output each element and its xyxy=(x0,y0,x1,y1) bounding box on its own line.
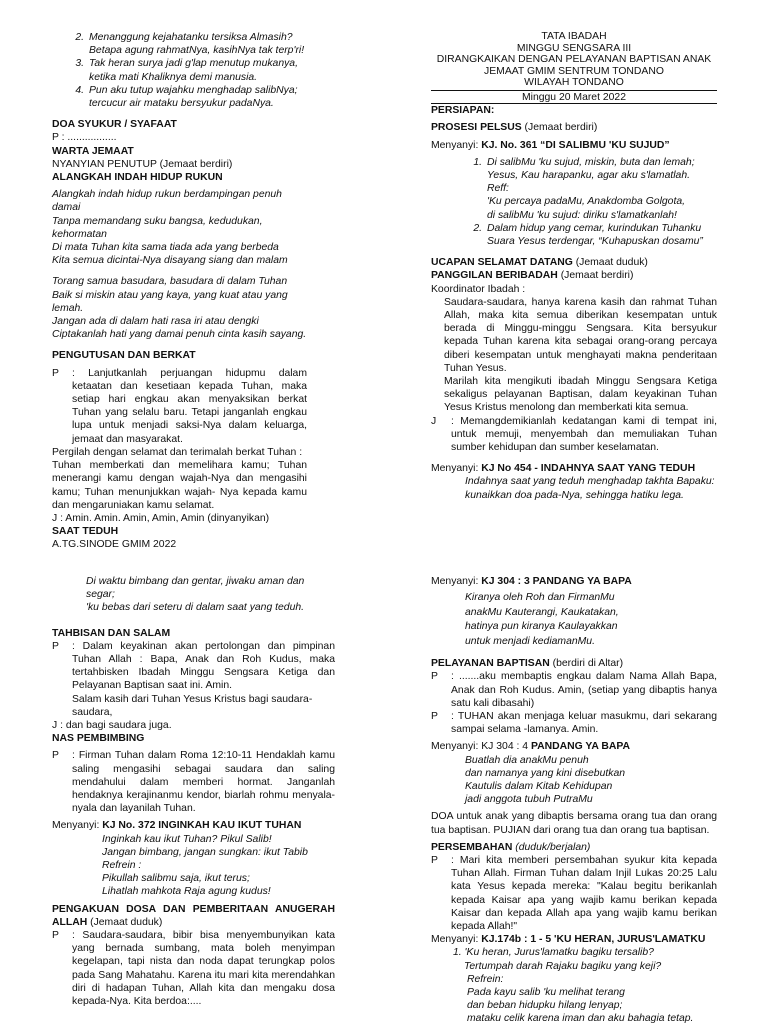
lyric-line: Refrein: xyxy=(467,973,504,985)
column-top-left xyxy=(52,31,307,552)
hymn-title: KJ No 454 - INDAHNYA SAAT YANG TEDUH xyxy=(481,463,696,475)
section-line xyxy=(431,269,717,282)
lyric-line: hatinya pun kiranya Kaulayakkan xyxy=(465,621,618,633)
liturgy-line: P : Mari kita memberi persembahan syukur kita kepada Tuhan Allah. Firman Tuhan dalam Injil Lukas 20:25 Lalu kata Yesus kepada mereka: "Kalau begitu berikanlah kepada Kaisar apa yang wajib kamu berikan kepada Kaisar dan kepada Allah apa yang wajib kamu berikan kepada Allah!" xyxy=(431,855,717,933)
body-text: DOA untuk anak yang dibaptis bersama orang tua dan orang tua baptisan. PUJIAN dari orang tua dan orang tua baptisan. xyxy=(431,811,717,836)
section-heading: PENGUTUSAN DAN BERKAT xyxy=(52,350,196,362)
body-text: : .......aku membaptis engkau dalam Nama Allah Bapa, Anak dan Roh Kudus. Amin, (setiap yang dibaptis hanya satu kali dibasahi) xyxy=(451,671,717,709)
menyanyi-label: Menyanyi: xyxy=(431,463,482,475)
lyric-line: tercucur air mataku bersyukur padaNya. xyxy=(89,98,274,110)
lyric-line: Baik si miskin atau yang kaya, yang kuat atau yang lemah. xyxy=(52,289,288,314)
section-heading: UCAPAN SELAMAT DATANG xyxy=(431,257,573,269)
hymn-line xyxy=(431,139,717,152)
service-date: Minggu 20 Maret 2022 xyxy=(522,91,626,103)
lyric-line: anakMu Kauterangi, Kaukatakan, xyxy=(465,606,619,618)
section-line xyxy=(52,903,335,929)
lyric-line: Pun aku tutup wajahku menghadap salibNya; xyxy=(89,84,298,96)
verse-number: 4. xyxy=(75,84,84,96)
section-line xyxy=(431,121,717,134)
hymn-title: KJ.174b : 1 - 5 'KU HERAN, JURUS'LAMATKU xyxy=(481,934,706,946)
hymn-number: KJ 304 : 4 xyxy=(481,741,531,753)
lyric-line: dan beban hidupku hilang lenyap; xyxy=(467,1000,623,1012)
hymn-title: PANDANG YA BAPA xyxy=(530,741,631,753)
section-heading: DOA SYUKUR / SYAFAAT xyxy=(52,119,177,131)
lyric-line: Kita semua dicintai-Nya disayang siang dan malam xyxy=(52,255,288,267)
liturgy-line: P : .......aku membaptis engkau dalam Nama Allah Bapa, Anak dan Roh Kudus. Amin, (setiap yang dibaptis hanya satu kali dibasahi) xyxy=(431,671,717,709)
hymn-verse xyxy=(431,946,717,1025)
body-text: : TUHAN akan menjaga keluar masukmu, dari sekarang sampai selama -lamanya. Amin. xyxy=(451,711,717,736)
section-heading: PENGAKUAN DOSA DAN PEMBERITAAN ANUGERAH ALLAH xyxy=(52,903,335,928)
lyric-line: Reff: xyxy=(487,183,509,195)
header-line: MINGGU SENGSARA III xyxy=(516,42,632,54)
section-heading: NAS PEMBIMBING xyxy=(52,733,145,745)
hymn-verse xyxy=(431,475,717,501)
column-bottom-left xyxy=(52,575,335,1008)
section-line xyxy=(431,841,717,854)
hymn-line xyxy=(431,575,717,588)
hymn-verse xyxy=(431,754,717,807)
hymn-verse xyxy=(431,591,717,649)
lyric-line: Ciptakanlah hati yang damai penuh cinta kasih sayang. xyxy=(52,329,307,341)
header-line: DIRANGKAIKAN DENGAN PELAYANAN BAPTISAN ANAK xyxy=(436,54,712,66)
header-line: TATA IBADAH xyxy=(541,31,607,42)
lyric-line: Alangkah indah hidup rukun berdampingan penuh damai xyxy=(52,189,282,214)
section-heading: WARTA JEMAAT xyxy=(52,145,134,157)
hymn-line xyxy=(52,819,335,832)
lyric-line: Refrein : xyxy=(102,860,142,872)
section-note: (Jemaat berdiri) xyxy=(521,122,598,134)
footer-text: A.TG.SINODE GMIM 2022 xyxy=(52,539,177,551)
body-text: : Memangdemikianlah kedatangan kami di tempat ini, untuk memuji, menyembah dan memuliakan Tuhan sumber kehidupan dan sumber keselamatan. xyxy=(451,415,717,454)
lyric-line: Indahnya saat yang teduh menghadap takhta Bapaku: xyxy=(465,476,715,488)
lyric-line: Suara Yesus terdengar, “Kuhapuskan dosamu” xyxy=(487,236,703,247)
song-stanza xyxy=(52,188,307,267)
body-text: Koordinator Ibadah : xyxy=(431,283,526,295)
lyric-line: Kautulis dalam Kitab Kehidupan xyxy=(465,781,613,793)
hymn-verse xyxy=(52,833,335,899)
body-text: : Saudara-saudara, bibir bisa menyembunyikan kata yang bernada sumbang, mata boleh menyimpan kegelapan, tapi nista dan noda dapat terungkap polos pada Sang Mahatahu. Karena itu mari kita merendahkan diri di hadapan Tuhan, Allah kita dan mengaku dosa kepada-Nya. Kita berdoa:.... xyxy=(72,930,335,1008)
liturgy-line: P : Dalam keyakinan akan pertolongan dan pimpinan Tuhan Allah : Bapa, Anak dan Roh Kudus, maka tertahbisken Ibadah Minggu Sengsara Ketiga dan Pelayanan Baptisan saat ini. Amin. xyxy=(52,640,335,692)
header-line: WILAYAH TONDANO xyxy=(524,77,624,89)
lyric-line: Jangan bimbang, jangan sungkan: ikut Tabib xyxy=(102,846,308,858)
lyric-line: Di salibMu 'ku sujud, miskin, buta dan lemah; xyxy=(487,156,695,168)
section-heading: PERSEMBAHAN xyxy=(431,841,513,853)
lyric-line: Pada kayu salib 'ku melihat terang xyxy=(467,987,625,999)
lyric-line: Lihatlah mahkota Raja agung kudus! xyxy=(102,886,271,898)
hymn-line xyxy=(431,462,717,475)
lyric-line: Buatlah dia anakMu penuh xyxy=(465,754,589,766)
lyric-line: Yesus, Kau harapanku, agar aku s'lamatlah. xyxy=(487,169,690,181)
speaker-label: P xyxy=(52,367,59,379)
document-header xyxy=(431,31,717,89)
section-heading: TAHBISAN DAN SALAM xyxy=(52,627,171,639)
hymn-title: KJ 304 : 3 PANDANG YA BAPA xyxy=(481,576,632,587)
section-heading: PERSIAPAN: xyxy=(431,105,495,117)
liturgy-line: P : Firman Tuhan dalam Roma 12:10-11 Hendaklah kamu saling mengasihi sebagai saudara dan saling mendahului dalam memberi hormat. Janganlah hendaknya kerajinanmu kendor, biarlah rohmu menyala-nyala dan layanilah Tuhan. xyxy=(52,750,335,815)
body-text: J : Amin. Amin. Amin, Amin, Amin (dinyanyikan) xyxy=(52,512,270,524)
hymn-line xyxy=(431,740,717,753)
song-verse xyxy=(66,31,307,57)
section-heading: PELAYANAN BAPTISAN xyxy=(431,658,550,670)
body-text: Pergilah dengan selamat dan terimalah berkat Tuhan : xyxy=(52,446,303,458)
section-note: (Jemaat duduk) xyxy=(572,257,648,269)
lyric-line: Tak heran surya jadi g'lap menutup mukanya, xyxy=(89,58,298,70)
section-heading: PANGGILAN BERIBADAH xyxy=(431,270,558,282)
menyanyi-label: Menyanyi: xyxy=(431,934,482,946)
section-note: (Jemaat berdiri) xyxy=(557,270,634,282)
speaker-label: J xyxy=(431,415,437,427)
body-text: : Dalam keyakinan akan pertolongan dan pimpinan Tuhan Allah : Bapa, Anak dan Roh Kudus, maka tertahbisken Ibadah Minggu Sengsara Ketiga dan Pelayanan Baptisan saat ini. Amin. xyxy=(72,640,335,692)
column-bottom-right xyxy=(431,575,717,1026)
song-continuation xyxy=(66,31,307,110)
lyric-line: Betapa agung rahmatNya, kasihNya tak terp'ri! xyxy=(89,45,305,57)
section-note: (duduk/berjalan) xyxy=(512,841,591,853)
header-line: JEMAAT GMIM SENTRUM TONDANO xyxy=(484,65,664,77)
section-heading: PROSESI PELSUS xyxy=(431,122,522,134)
lyric-line: di salibMu 'ku sujud: diriku s'lamatkanlah! xyxy=(487,209,677,221)
section-line xyxy=(431,256,717,269)
lyric-line: mataku celik karena iman dan aku bahagia tetap. xyxy=(467,1013,694,1025)
liturgy-line: P : Saudara-saudara, bibir bisa menyembunyikan kata yang bernada sumbang, mata boleh menyimpan kegelapan, tapi nista dan noda dapat terungkap polos pada Sang Mahatahu. Karena itu mari kita merendahkan diri di hadapan Tuhan, Allah kita dan mengaku dosa kepada-Nya. Kita berdoa:.... xyxy=(52,930,335,1008)
lyric-line: Tanpa memandang suku bangsa, kedudukan, kehormatan xyxy=(52,215,263,240)
lyric-line: Menanggung kejahatanku tersiksa Almasih? xyxy=(89,32,293,43)
section-heading: SAAT TEDUH xyxy=(52,526,119,538)
lyric-line: untuk menjadi kediamanMu. xyxy=(465,635,595,647)
liturgy-line: P : TUHAN akan menjaga keluar masukmu, dari sekarang sampai selama -lamanya. Amin. xyxy=(431,711,717,736)
body-text: Saudara-saudara, hanya karena kasih dan rahmat Tuhan Allah, maka kita semua diberikan kesempatan untuk berada di Minggu-minggu Sengsara. Kita bersyukur kepada Tuhan karena kita sebagai orang-orang percaya diberi kesempatan untuk menghayati makna penderitaan Tuhan Yesus. xyxy=(444,296,717,374)
song-verse xyxy=(66,57,307,83)
body-text: NYANYIAN PENUTUP (Jemaat berdiri) xyxy=(52,158,233,170)
hymn-title: KJ No. 372 INGINKAH KAU IKUT TUHAN xyxy=(102,820,302,832)
section-note: (Jemaat duduk) xyxy=(87,916,163,928)
lyric-line: Pikullah salibmu saja, ikut terus; xyxy=(102,873,250,885)
lyric-line: Kiranya oleh Roh dan FirmanMu xyxy=(465,592,615,604)
song-verse xyxy=(66,84,307,110)
column-top-right xyxy=(431,31,717,502)
body-text: : Lanjutkanlah perjuangan hidupmu dalam ketaatan dan kesetiaan kepada Tuhan, maka setiap hari engkau akan menyaksikan berkat Tuhan yang selalu baru. Tetapi janganlah engkau lupa untuk menjadi saksi-Nya dalam keluarga, jemaat dan masyarakat. xyxy=(72,367,307,445)
body-text: Marilah kita mengikuti ibadah Minggu Sengsara Ketiga sekaligus pelayanan Baptisan, dalam keyakinan Tuhan Yesus Kristus menolong dan memberkati kita semua. xyxy=(444,376,717,414)
liturgy-line xyxy=(52,367,307,446)
hymn-title: KJ. No. 361 “DI SALIBMU 'KU SUJUD” xyxy=(481,139,670,151)
body-text: : Firman Tuhan dalam Roma 12:10-11 Hendaklah kamu saling mengasihi sebagai saudara dan saling mendahului dalam memberi hormat. Janganlah hendaknya kerajinanmu kendor, biarlah rohmu menyala-nyala dan layanilah Tuhan. xyxy=(72,750,335,815)
lyric-line: ketika mati Khaliknya demi manusia. xyxy=(89,71,258,83)
song-title: ALANGKAH INDAH HIDUP RUKUN xyxy=(52,172,223,184)
lyric-line: 1. 'Ku heran, Jurus'lamatku bagiku tersalib? xyxy=(453,947,654,959)
verse-number: 2. xyxy=(75,32,84,43)
body-text: Salam kasih dari Tuhan Yesus Kristus bagi saudara-saudara, xyxy=(72,693,313,718)
lyric-line: 'ku bebas dari seteru di dalam saat yang teduh. xyxy=(86,602,305,614)
lyric-line: kunaikkan doa pada-Nya, sehingga hatiku lega. xyxy=(465,489,684,501)
body-text: J : dan bagi saudara juga. xyxy=(52,720,172,732)
lyric-line: Tertumpah darah Rajaku bagiku yang keji? xyxy=(464,960,662,972)
liturgy-line xyxy=(431,415,717,455)
lyric-line: 'Ku percaya padaMu, Anakdomba Golgota, xyxy=(487,196,685,208)
menyanyi-label: Menyanyi: xyxy=(431,139,482,151)
lyric-line: dan namanya yang kini disebutkan xyxy=(465,767,626,779)
lyric-line: Dalam hidup yang cemar, kurindukan Tuhanku xyxy=(487,222,702,234)
lyric-line: jadi anggota tubuh PutraMu xyxy=(465,794,593,806)
hymn-line xyxy=(431,933,717,946)
lyric-line: Jangan ada di dalam hati rasa iri atau dengki xyxy=(52,316,259,328)
body-text: P : ................. xyxy=(52,132,117,144)
lyric-line: Torang samua basudara, basudara di dalam Tuhan xyxy=(52,276,288,288)
hymn-verse xyxy=(52,575,335,615)
lyric-line: Di mata Tuhan kita sama tiada ada yang berbeda xyxy=(52,242,279,254)
lyric-line: Inginkah kau ikut Tuhan? Pikul Salib! xyxy=(102,833,272,845)
body-text: Tuhan memberkati dan memelihara kamu; Tuhan menerangi kamu dengan wajah-Nya dan mengasihi kamu; Tuhan menunjukkan wajah- Nya kepada kamu dan mengaruniakan kamu selamat. xyxy=(52,460,307,511)
menyanyi-label: Menyanyi: xyxy=(431,576,482,587)
section-line xyxy=(431,657,717,670)
menyanyi-label: Menyanyi: xyxy=(52,820,103,832)
lyric-line: Di waktu bimbang dan gentar, jiwaku aman dan segar; xyxy=(86,576,305,601)
verse-number: 3. xyxy=(75,58,84,70)
body-text: : Mari kita memberi persembahan syukur kita kepada Tuhan Allah. Firman Tuhan dalam Injil Lukas 20:25 Lalu kata Yesus kepada mereka: "Kalau begitu berikanlah kepada Kaisar apa yang wajib kamu berikan kepada Kaisar dan kepada Allah apa yang wajib kamu berikan kepada Allah!" xyxy=(451,855,717,933)
section-note: (berdiri di Altar) xyxy=(549,658,624,670)
hymn-verse: 1. Di salibMu 'ku sujud, miskin, buta dan lemah; Yesus, Kau harapanku, agar aku s'lamatlah. Reff: 'Ku percaya padaMu, Anakdomba Golgota, di salibMu 'ku sujud: diriku s'lamatkanlah! 2. Dalam hidup yang cemar, kurindukan Tuhanku Suara Yesus terdengar, “Kuhapuskan dosamu” xyxy=(473,156,703,247)
menyanyi-label: Menyanyi: xyxy=(431,741,482,753)
song-stanza xyxy=(52,275,307,341)
